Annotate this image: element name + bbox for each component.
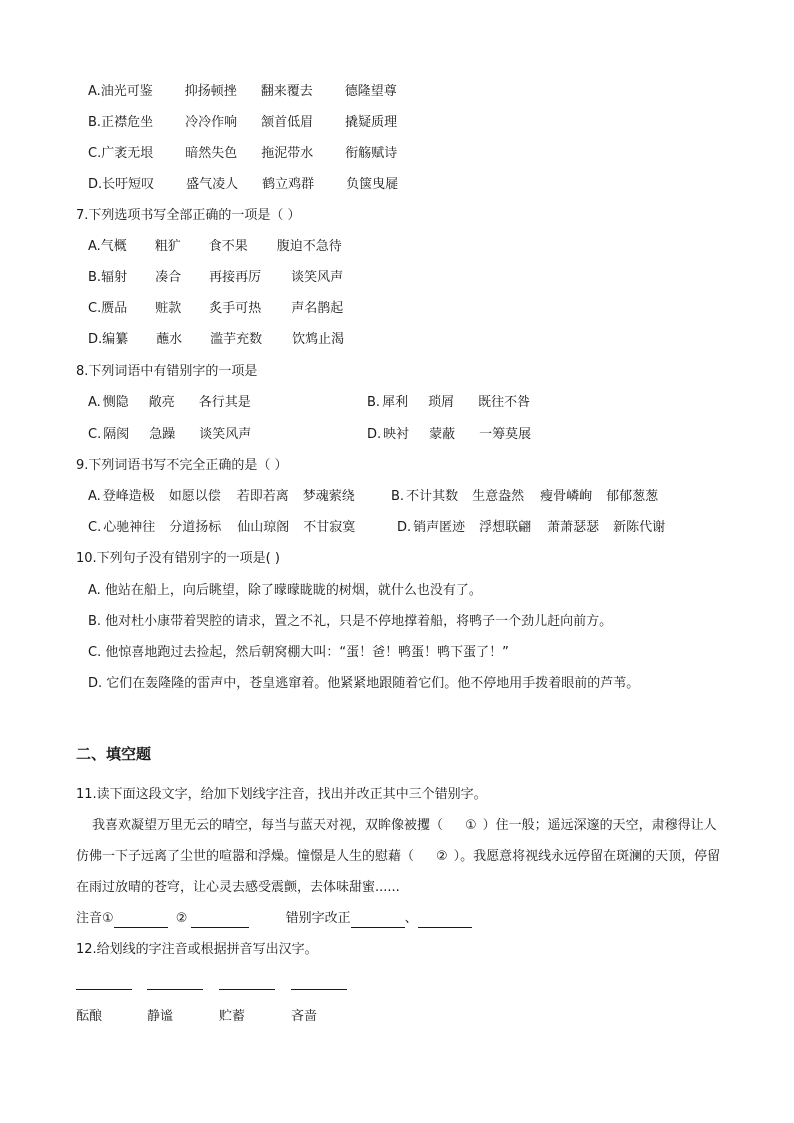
option-label: C. xyxy=(88,301,102,316)
word: 萧萧瑟瑟 xyxy=(547,520,600,535)
q9-option-b xyxy=(391,488,658,506)
q8-option-c xyxy=(88,426,251,444)
option-label: A. xyxy=(88,84,101,99)
q7-option-b xyxy=(88,269,343,287)
q10-stem: 10.下列句子没有错别字的一项是( ) xyxy=(76,551,280,566)
q8-option-d xyxy=(367,426,531,444)
word: 分道扬标 xyxy=(169,520,222,535)
word: 映衬 xyxy=(383,427,410,442)
option-label: B. xyxy=(88,270,102,285)
q9-option-a xyxy=(88,488,355,506)
word: 生意盎然 xyxy=(472,489,525,504)
passage-text: ）。我愿意将视线永远停留在斑澜的天顶，停留在雨过放晴的苍穹，让心灵去感受震颤，去体味甜蜜...... xyxy=(76,849,721,895)
word: 瘦骨嶙峋 xyxy=(540,489,593,504)
word: 广袤无垠 xyxy=(101,146,154,161)
circled-number: ① xyxy=(465,818,477,833)
word: 抑扬顿挫 xyxy=(184,84,237,99)
word: 仙山琼阁 xyxy=(237,520,290,535)
option-label: D. xyxy=(88,177,103,192)
q7-option-a xyxy=(88,238,342,256)
option-label: B. xyxy=(391,489,405,504)
word: 谈笑风声 xyxy=(291,270,344,285)
word: 急躁 xyxy=(149,427,176,442)
word: 再接再厉 xyxy=(209,270,262,285)
word: 敞亮 xyxy=(148,395,175,410)
passage-text: ）住一般；遥远深邃的天空，肃穆得让人仿佛一下子远离了尘世的喧嚣和浮燥。憧憬是人生的慰藉（ xyxy=(76,818,717,864)
answer-label: 错别字改正 xyxy=(285,911,351,926)
word: 冷冷作响 xyxy=(185,115,238,130)
word: 凑合 xyxy=(155,270,182,285)
q9-option-c xyxy=(88,519,355,537)
separator: 、 xyxy=(404,911,418,926)
word: 鹤立鸡群 xyxy=(262,177,315,192)
word: 辐射 xyxy=(101,270,128,285)
word: 赃款 xyxy=(155,301,182,316)
q11-answer-line xyxy=(76,910,472,928)
word: 郁郁葱葱 xyxy=(606,489,659,504)
passage-text: 我喜欢凝望万里无云的晴空，每当与蓝天对视，双眸像被攫（ xyxy=(92,818,444,833)
q12-word: 酝酿 xyxy=(76,1009,103,1024)
word: 心驰神往 xyxy=(103,520,156,535)
option-label: D. xyxy=(88,332,103,347)
circled-number: ② xyxy=(175,911,188,926)
answer-blank[interactable] xyxy=(147,988,203,990)
word: 各行其是 xyxy=(198,395,251,410)
answer-blank[interactable] xyxy=(76,988,132,990)
word: 浮想联翩 xyxy=(479,520,532,535)
option-label: A. xyxy=(88,489,101,504)
word: 正襟危坐 xyxy=(101,115,154,130)
word: 编纂 xyxy=(102,332,129,347)
word: 蘸水 xyxy=(156,332,183,347)
answer-label: 注音① xyxy=(76,911,114,926)
word: 琐屑 xyxy=(428,395,455,410)
q7-option-c xyxy=(88,300,343,318)
word: 不计其数 xyxy=(406,489,459,504)
word: 销声匿迹 xyxy=(413,520,466,535)
word: 梦魂萦绕 xyxy=(302,489,355,504)
word: 拖泥带水 xyxy=(261,146,314,161)
word: 炙手可热 xyxy=(209,301,262,316)
word: 腹迫不急待 xyxy=(276,239,342,254)
word: 暗然失色 xyxy=(185,146,238,161)
word: 食不果 xyxy=(208,239,248,254)
word: 恻隐 xyxy=(102,395,129,410)
word: 撬疑质理 xyxy=(345,115,398,130)
q11-stem: 11.读下面这段文字，给加下划线字注音，找出并改正其中三个错别字。 xyxy=(76,787,487,802)
q9-option-d xyxy=(397,519,665,537)
word: 盛气凌人 xyxy=(186,177,239,192)
answer-blank[interactable] xyxy=(219,988,275,990)
section-heading: 二、填空题 xyxy=(76,745,152,763)
word: 德隆望尊 xyxy=(344,84,397,99)
word: 若即若离 xyxy=(236,489,289,504)
word: 隔阂 xyxy=(103,427,130,442)
q8-option-b xyxy=(367,394,530,412)
q7-option-d xyxy=(88,331,344,349)
word: 赝品 xyxy=(101,301,128,316)
word: 谈笑风声 xyxy=(199,427,252,442)
word: 滥芋充数 xyxy=(210,332,263,347)
word: 蒙蔽 xyxy=(429,427,456,442)
answer-blank[interactable] xyxy=(114,913,168,928)
option-label: A. xyxy=(88,395,101,410)
q12-stem: 12.给划线的字注音或根据拼音写出汉字。 xyxy=(76,942,318,957)
q8-option-a xyxy=(88,394,251,412)
answer-blank[interactable] xyxy=(191,913,249,928)
circled-number: ② xyxy=(436,849,448,864)
word: 如愿以偿 xyxy=(168,489,221,504)
word: 气概 xyxy=(100,239,127,254)
answer-blank[interactable] xyxy=(418,913,472,928)
q7-stem: 7.下列选项书写全部正确的一项是（ ） xyxy=(76,208,301,223)
q6-option-d xyxy=(88,176,398,194)
word: 粗犷 xyxy=(154,239,181,254)
q6-option-b xyxy=(88,114,397,132)
word: 不甘寂寞 xyxy=(303,520,356,535)
answer-blank[interactable] xyxy=(351,913,405,928)
q6-option-a xyxy=(88,83,397,101)
word: 油光可鉴 xyxy=(100,84,153,99)
word: 翻来覆去 xyxy=(260,84,313,99)
word: 饮鸩止渴 xyxy=(292,332,345,347)
q10-option-d: D. 它们在轰隆隆的雷声中，苍皇逃窜着。他紧紧地跟随着它们。他不停地用手拨着眼前的芦苇。 xyxy=(88,676,640,691)
q11-passage xyxy=(76,810,726,903)
q10-option-a: A. 他站在船上，向后眺望，除了曚曚眬眬的树烟，就什么也没有了。 xyxy=(88,583,482,598)
q12-word: 静谧 xyxy=(147,1009,174,1024)
word: 声名鹊起 xyxy=(291,301,344,316)
q9-stem: 9.下列词语书写不完全正确的是（ ） xyxy=(76,458,288,473)
option-label: B. xyxy=(88,115,102,130)
option-label: B. xyxy=(367,395,381,410)
word: 颔首低眉 xyxy=(261,115,314,130)
option-label: D. xyxy=(367,427,382,442)
answer-blank[interactable] xyxy=(291,988,347,990)
option-label: C. xyxy=(88,520,102,535)
word: 新陈代谢 xyxy=(613,520,666,535)
q12-word: 吝啬 xyxy=(291,1009,318,1024)
option-label: A. xyxy=(88,239,101,254)
option-label: C. xyxy=(88,427,102,442)
word: 长吁短叹 xyxy=(102,177,155,192)
option-label: C. xyxy=(88,146,102,161)
q10-option-b: B. 他对杜小康带着哭腔的请求，置之不礼，只是不停地撑着船，将鸭子一个劲儿赶向前方。 xyxy=(88,614,613,629)
q6-option-c xyxy=(88,145,397,163)
word: 一筹莫展 xyxy=(479,427,532,442)
q8-stem: 8.下列词语中有错别字的一项是 xyxy=(76,364,258,379)
word: 犀利 xyxy=(382,395,409,410)
word: 登峰造极 xyxy=(102,489,155,504)
q12-word: 贮蓄 xyxy=(219,1009,246,1024)
word: 负箧曳屣 xyxy=(346,177,399,192)
word: 衔觞赋诗 xyxy=(345,146,398,161)
q10-option-c: C. 他惊喜地跑过去捡起，然后朝窝棚大叫：“蛋！爸！鸭蛋！鸭下蛋了！” xyxy=(88,645,509,660)
option-label: D. xyxy=(397,520,412,535)
word: 既往不咎 xyxy=(478,395,531,410)
